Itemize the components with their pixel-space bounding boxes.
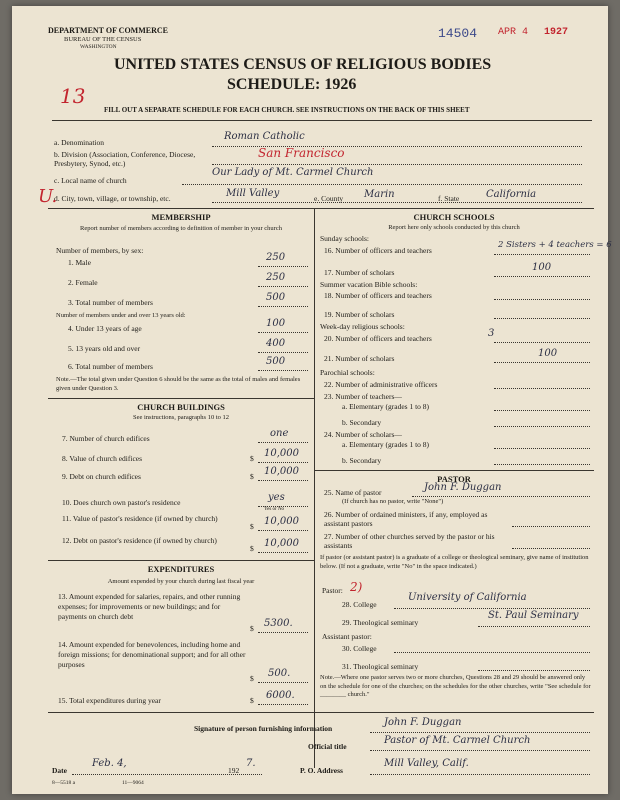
title-label: Official title <box>308 742 347 751</box>
q25-value: John F. Duggan <box>424 482 502 493</box>
schools-heading: CHURCH SCHOOLS <box>413 212 495 222</box>
division-label: b. Division (Association, Conference, Diocese, Presbytery, Synod, etc.) <box>54 150 196 168</box>
weekday-label: Week-day religious schools: <box>320 322 405 331</box>
denomination-label: a. Denomination <box>54 138 104 147</box>
print-number: 11—9064 <box>122 780 144 786</box>
division-value: San Francisco <box>258 146 345 160</box>
expenditures-intro: Amount expended by your church during last fiscal year <box>107 578 255 585</box>
q29-label: 29. Theological seminary <box>342 618 419 627</box>
date-value: Feb. 4, <box>92 758 127 769</box>
q15-value: 6000. <box>266 690 295 701</box>
q6-label: 6. Total number of members <box>68 362 153 371</box>
instruction-line: FILL OUT A SEPARATE SCHEDULE FOR EACH CHURCH. SEE INSTRUCTIONS ON THE BACK OF THIS SHEET <box>104 106 470 114</box>
buildings-heading: CHURCH BUILDINGS <box>137 402 225 412</box>
q9-label: 9. Debt on church edifices <box>62 472 141 481</box>
q20-value: 3 <box>488 328 495 339</box>
by-sex-label: Number of members, by sex: <box>56 246 144 255</box>
red-mark-u: U. <box>38 186 58 207</box>
q8-value: 10,000 <box>264 448 299 459</box>
q17-value: 100 <box>532 262 552 273</box>
q23-label: 23. Number of teachers— <box>324 392 402 401</box>
q21-label: 21. Number of scholars <box>324 354 395 363</box>
q12-value: 10,000 <box>264 538 299 549</box>
q11-value: 10,000 <box>264 516 299 527</box>
yes-no-hint: Yes or No <box>264 507 285 512</box>
bureau-label: BUREAU OF THE CENSUS <box>64 36 142 43</box>
parochial-label: Parochial schools: <box>320 368 375 377</box>
q16-value: 2 Sisters + 4 teachers = 6 <box>498 240 612 250</box>
dept-label: DEPARTMENT OF COMMERCE <box>48 26 169 35</box>
city-field-label: d. City, town, village, or township, etc. <box>54 194 171 203</box>
church-name-value: Our Lady of Mt. Carmel Church <box>212 167 374 178</box>
date-year-prefix: 192 <box>228 766 240 775</box>
po-address-label: P. O. Address <box>300 766 343 775</box>
q24a-label: a. Elementary (grades 1 to 8) <box>342 440 430 449</box>
sunday-label: Sunday schools: <box>320 234 369 243</box>
q13-label: 13. Amount expended for salaries, repairs, and other running expenses; for improvements or new buildings; and for payments on church debt <box>58 592 241 621</box>
stamp-year: 1927 <box>544 27 569 38</box>
date-label: Date <box>52 766 67 775</box>
q28-value: University of California <box>408 592 527 603</box>
signature-value: John F. Duggan <box>384 717 462 728</box>
q28-label: 28. College <box>342 600 377 609</box>
red-mark-13: 13 <box>60 84 86 108</box>
form-number: 8—5518 a <box>52 780 76 786</box>
q10-value: yes <box>268 492 285 503</box>
page-title: UNITED STATES CENSUS OF RELIGIOUS BODIES <box>114 56 492 73</box>
q13-value: 5300. <box>264 618 293 629</box>
q31-label: 31. Theological seminary <box>342 662 419 671</box>
city-field-value: Mill Valley <box>226 188 280 199</box>
q8-label: 8. Value of church edifices <box>62 454 143 463</box>
q23a-label: a. Elementary (grades 1 to 8) <box>342 402 430 411</box>
expenditures-heading: EXPENDITURES <box>147 564 215 574</box>
q7-value: one <box>270 428 289 439</box>
q9-value: 10,000 <box>264 466 299 477</box>
q21-value: 100 <box>538 348 558 359</box>
q3-label: 3. Total number of members <box>68 298 153 307</box>
signature-label: Signature of person furnishing information <box>194 724 333 733</box>
pastor-heading: PASTOR <box>437 474 471 484</box>
q7-label: 7. Number of church edifices <box>62 434 150 443</box>
q5-value: 400 <box>266 338 286 349</box>
q23b-label: b. Secondary <box>342 418 382 427</box>
title-value: Pastor of Mt. Carmel Church <box>384 735 531 746</box>
q17-label: 17. Number of scholars <box>324 268 395 277</box>
buildings-intro: See instructions, paragraphs 10 to 12 <box>132 414 230 421</box>
church-name-label: c. Local name of church <box>54 176 127 185</box>
grad-note: If pastor (or assistant pastor) is a graduate of a college or theological seminary, give name of institution below. (If not a graduate, write "No" in the space indicated.) <box>320 554 589 570</box>
membership-intro: Report number of members according to definition of member in your church <box>80 225 282 232</box>
q2-label: 2. Female <box>68 278 98 287</box>
schools-intro: Report here only schools conducted by this church <box>388 224 520 231</box>
q1-label: 1. Male <box>68 258 91 267</box>
q15-label: 15. Total expenditures during year <box>58 696 161 705</box>
pastor-sub-label: Pastor: <box>322 586 343 595</box>
q10-label: 10. Does church own pastor's residence <box>62 498 181 507</box>
state-label: f. State <box>438 194 460 203</box>
q6-value: 500 <box>266 356 286 367</box>
po-address-value: Mill Valley, Calif. <box>384 758 469 769</box>
final-note: Note.—Where one pastor serves two or more churches, Questions 28 and 29 should be answered only on the schedule for one of the churches; on the schedules for the other churches, write "See schedule for ________ church." <box>320 674 591 698</box>
q19-label: 19. Number of scholars <box>324 310 395 319</box>
q25-note: (If church has no pastor, write "None") <box>342 498 444 505</box>
state-value: California <box>486 189 537 200</box>
q24-label: 24. Number of scholars— <box>324 430 402 439</box>
q27-label: 27. Number of other churches served by the pastor or his assistants <box>324 532 495 550</box>
q12-label: 12. Debt on pastor's residence (if owned by church) <box>62 536 217 545</box>
denomination-value: Roman Catholic <box>224 131 305 142</box>
q14-label: 14. Amount expended for benevolences, including home and foreign missions; for denominational support; and for all other purposes <box>58 640 246 669</box>
summer-label: Summer vacation Bible schools: <box>320 280 418 289</box>
membership-note: Note.—The total given under Question 6 should be the same as the total of males and females given under Question 3. <box>56 376 301 392</box>
schedule-title: SCHEDULE: 1926 <box>227 76 357 93</box>
q4-value: 100 <box>266 318 286 329</box>
q4-label: 4. Under 13 years of age <box>68 324 142 333</box>
q26-label: 26. Number of ordained ministers, if any, employed as assistant pastors <box>324 510 488 528</box>
q18-label: 18. Number of officers and teachers <box>324 291 432 300</box>
q14-value: 500. <box>268 668 291 679</box>
pastor-red-mark: 2) <box>350 580 363 594</box>
stamp-number: 14504 <box>438 26 478 41</box>
q2-value: 250 <box>266 272 286 283</box>
q29-value: St. Paul Seminary <box>488 610 579 621</box>
q24b-label: b. Secondary <box>342 456 382 465</box>
q5-label: 5. 13 years old and over <box>68 344 141 353</box>
census-schedule-sheet: DEPARTMENT OF COMMERCE BUREAU OF THE CENSUS WASHINGTON 14504 APR 4 1927 UNITED STATES CENSUS OF RELIGIOUS BODIES SCHEDULE: 1926 13 FILL OUT A SEPARATE SCHEDULE FOR EACH CHURCH. SEE INSTRUCTIONS ON THE BACK OF THIS SHEET a. Denomination Roman Catholic b. Division (Association, Conference, Diocese, Presbytery, Synod, etc.) San Francisco c. Local name of church Our Lady of Mt. Carmel Church d. City, town, village, or township, etc. Mill Valley U. e. County Marin f. State California MEMBERSHIP Report number of members according to definition of member in your church Number of members, by sex: 1. Male 250 2. Female 250 3. Total number of members 500 Number of members under and over 13 years old: 4. Under 13 years of age 100 5. 13 years old and over 400 6. Total number of members 500 Note.—The total given under Question 6 should be the same as the total of males and females given under Question 3. CHURCH BUILDINGS See instructions, paragraphs 10 to 12 7. Number of church edifices one 8. Value of church edifices $ 10,000 9. Debt on church edifices $ 10,000 10. Does church own pastor's residence yes Yes or No 11. Value of pastor's residence (if owned by church) $ 10,000 12. Debt on pastor's residence (if owned by church) $ 10,000 EXPENDITURES Amount expended by your church during last fiscal year 13. Amount expended for salaries, repairs, and other running expenses; for improvements or new buildings; and for payments on church debt $ 5300. 14. Amount expended for benevolences, including home and foreign missions; for denominational support; and for all other purposes $ 500. 15. Total expenditures during year $ 6000. CHURCH SCHOOLS Report here only schools conducted by this church Sunday schools: 16. Number of officers and teachers 2 Sisters + 4 teachers = 6 17. Number of scholars 100 Summer vacation Bible schools: 18. Number of officers and teachers 19. Number of scholars Week-day religious schools: 20. Number of officers and teachers 3 21. Number of scholars 100 Parochial schools: 22. Number of administrative officers 23. Number of teachers— a. Elementary (grades 1 to 8) b. Secondary 24. Number of scholars— a. Elementary (grades 1 to 8) b. Secondary PASTOR 25. Name of pastor John F. Duggan (If church has no pastor, write "None") 26. Number of ordained ministers, if any, employed as assistant pastors 27. Number of other churches served by the pastor or his assistants If pastor (or assistant pastor) is a graduate of a college or theological seminary, give name of institution below. (If not a graduate, write "No" in the space indicated.) Pastor: 2) 28. College University of California 29. Theological seminary St. Paul Seminary Assistant pastor: 30. College 31. Theological seminary Note.—Where one pastor serves two or more churches, Questions 28 and 29 should be answered only on the schedule for one of the churches; on the schedules for the other churches, write "See schedule for ________ church." Signature of person furnishing information John F. Duggan Official title Pastor of Mt. Carmel Church Date Feb. 4, 192 7. P. O. Address Mill Valley, Calif. 8—5518 a 11—9064 <box>12 6 608 794</box>
age-intro: Number of members under and over 13 years old: <box>56 312 186 319</box>
city-label: WASHINGTON <box>80 44 117 50</box>
stamp-date: APR 4 <box>498 27 529 38</box>
q11-label: 11. Value of pastor's residence (if owned by church) <box>62 514 218 523</box>
q1-value: 250 <box>266 252 286 263</box>
q25-label: 25. Name of pastor <box>324 488 382 497</box>
q16-label: 16. Number of officers and teachers <box>324 246 432 255</box>
q22-label: 22. Number of administrative officers <box>324 380 438 389</box>
county-value: Marin <box>364 189 395 200</box>
county-label: e. County <box>314 194 344 203</box>
date-year-value: 7. <box>246 758 256 769</box>
membership-heading: MEMBERSHIP <box>151 212 211 222</box>
asst-label: Assistant pastor: <box>322 632 372 641</box>
q3-value: 500 <box>266 292 286 303</box>
q20-label: 20. Number of officers and teachers <box>324 334 432 343</box>
q30-label: 30. College <box>342 644 377 653</box>
